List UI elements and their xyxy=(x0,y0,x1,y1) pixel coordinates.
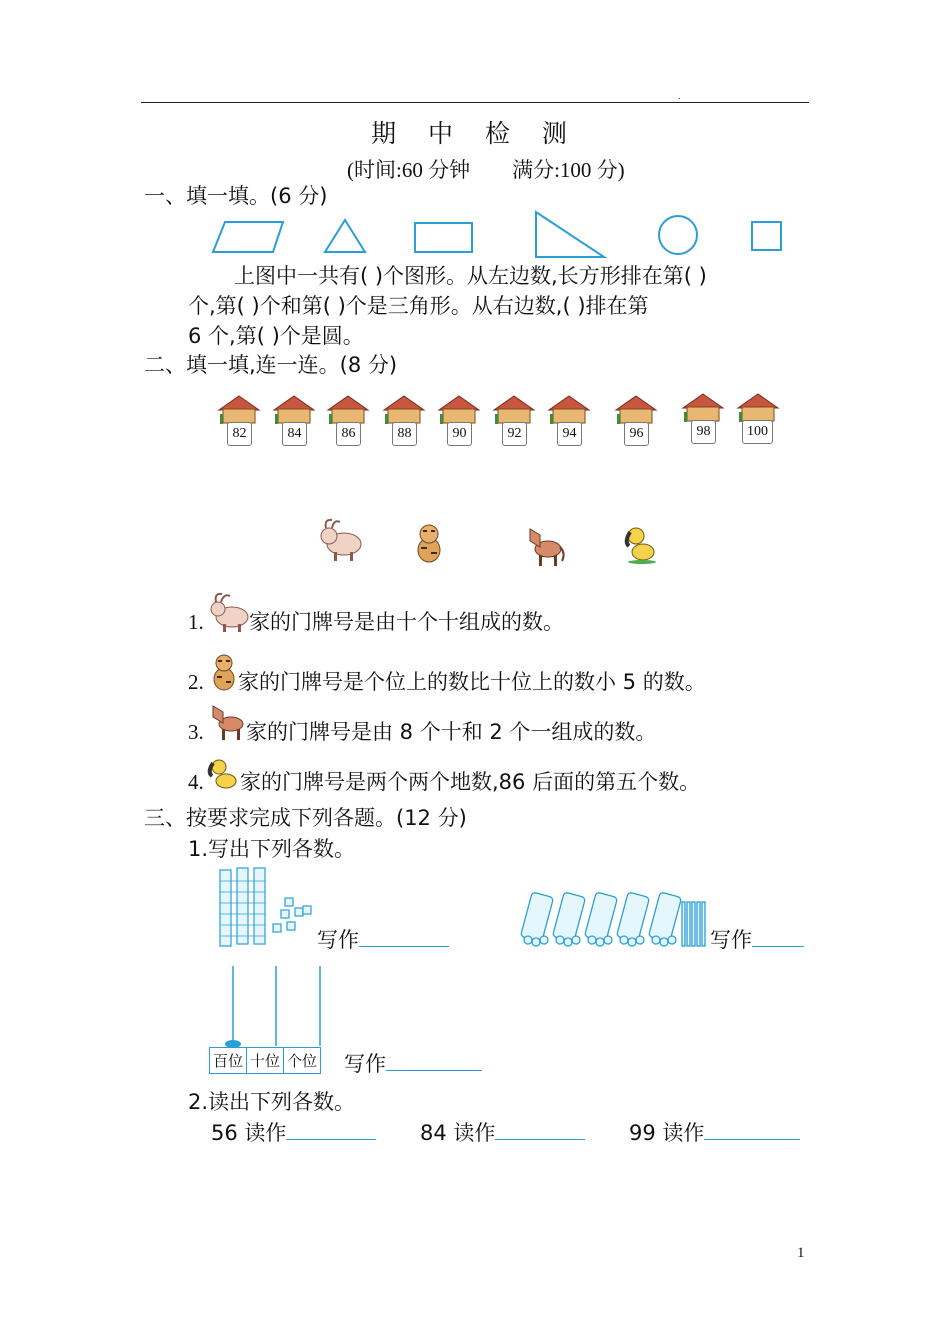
section1-line1: 上图中一共有( )个图形。从左边数,长方形排在第( ) xyxy=(234,264,707,288)
house-number: 90 xyxy=(447,422,472,446)
answer-blank-3[interactable] xyxy=(386,1052,482,1071)
q1-number: 1. xyxy=(188,610,204,634)
house-94 xyxy=(547,394,591,441)
section1-line2: 个,第( )个和第( )个是三角形。从右边数,( )排在第 xyxy=(188,294,649,318)
house-icon xyxy=(681,392,725,422)
q2-text: 家的门牌号是个位上的数比十位上的数小 5 的数。 xyxy=(238,670,706,694)
rectangle-shape xyxy=(415,223,472,252)
house-number: 82 xyxy=(227,422,252,446)
section1-heading: 一、填一填。(6 分) xyxy=(144,184,328,208)
house-icon xyxy=(217,394,261,424)
q3-text: 家的门牌号是由 8 个十和 2 个一组成的数。 xyxy=(246,720,657,744)
house-icon xyxy=(326,394,370,424)
house-96 xyxy=(614,394,658,441)
house-number: 92 xyxy=(502,422,527,446)
house-86 xyxy=(326,394,370,441)
dog-icon xyxy=(622,522,658,564)
write-answer-2 xyxy=(710,928,804,951)
read-label-2: 84 读作 xyxy=(420,1121,496,1145)
section2-heading: 二、填一填,连一连。(8 分) xyxy=(144,353,398,377)
read-answer-2 xyxy=(420,1121,585,1144)
tiger-icon xyxy=(413,523,445,563)
house-82 xyxy=(217,394,261,441)
house-icon xyxy=(547,394,591,424)
horse-inline-icon xyxy=(207,703,247,741)
goat-icon xyxy=(316,516,364,562)
house-number: 88 xyxy=(392,422,417,446)
section3-heading: 三、按要求完成下列各题。(12 分) xyxy=(144,806,467,830)
house-icon xyxy=(382,394,426,424)
house-number: 84 xyxy=(282,422,307,446)
dot-mark: . xyxy=(678,92,681,101)
q2-number: 2. xyxy=(188,670,204,694)
house-icon xyxy=(736,392,780,422)
circle-shape xyxy=(659,216,697,254)
answer-blank-2[interactable] xyxy=(752,928,804,947)
house-number: 96 xyxy=(624,422,649,446)
question-1 xyxy=(188,612,204,633)
write-answer-1 xyxy=(317,928,449,951)
q3-number: 3. xyxy=(188,720,204,744)
read-blank-3[interactable] xyxy=(704,1121,800,1140)
section3-sub1: 1.写出下列各数。 xyxy=(188,837,356,861)
page-number: 1 xyxy=(797,1245,805,1261)
page-title: 期 中 检 测 xyxy=(371,119,579,148)
triangle-shape xyxy=(325,220,365,252)
goat-inline-icon xyxy=(206,591,250,633)
tens-place: 十位 xyxy=(247,1048,284,1074)
read-label-3: 99 读作 xyxy=(629,1121,705,1145)
write-label-2: 写作 xyxy=(710,928,752,952)
section1-line3: 6 个,第( )个是圆。 xyxy=(188,324,364,348)
house-84 xyxy=(272,394,316,441)
house-icon xyxy=(614,394,658,424)
answer-blank-1[interactable] xyxy=(359,928,449,947)
base-ten-blocks-icon xyxy=(217,864,317,950)
read-answer-1 xyxy=(211,1121,376,1144)
exam-info xyxy=(347,154,667,184)
hundreds-place: 百位 xyxy=(210,1048,247,1074)
header-rule xyxy=(141,102,809,103)
square-shape xyxy=(752,222,781,250)
house-icon xyxy=(437,394,481,424)
house-icon xyxy=(272,394,316,424)
house-number: 94 xyxy=(557,422,582,446)
section3-sub2: 2.读出下列各数。 xyxy=(188,1090,356,1114)
house-88 xyxy=(382,394,426,441)
horse-icon xyxy=(522,525,566,567)
house-100 xyxy=(736,392,780,439)
parallelogram-shape xyxy=(213,222,283,252)
house-90 xyxy=(437,394,481,441)
right-triangle-shape xyxy=(536,212,604,257)
q4-text: 家的门牌号是两个两个地数,86 后面的第五个数。 xyxy=(240,770,701,794)
house-number: 86 xyxy=(336,422,361,446)
abacus-rods-icon xyxy=(209,964,349,1048)
read-answer-3 xyxy=(629,1121,800,1144)
stick-bundles-icon xyxy=(516,892,712,950)
time-limit: (时间:60 分钟 xyxy=(347,158,471,182)
write-answer-3 xyxy=(344,1052,482,1075)
q1-text: 家的门牌号是由十个十组成的数。 xyxy=(249,610,564,634)
house-98 xyxy=(681,392,725,439)
place-value-table xyxy=(209,1047,321,1074)
ones-place: 个位 xyxy=(284,1048,321,1074)
house-number: 98 xyxy=(691,420,716,444)
read-blank-1[interactable] xyxy=(286,1121,376,1140)
house-92 xyxy=(492,394,536,441)
house-icon xyxy=(492,394,536,424)
shapes-row xyxy=(205,210,805,260)
q4-number: 4. xyxy=(188,770,204,794)
house-number: 100 xyxy=(742,420,773,444)
write-label-3: 写作 xyxy=(344,1052,386,1076)
dog-inline-icon xyxy=(206,754,240,792)
read-blank-2[interactable] xyxy=(495,1121,585,1140)
read-label-1: 56 读作 xyxy=(211,1121,287,1145)
tiger-inline-icon xyxy=(210,653,238,691)
write-label-1: 写作 xyxy=(317,928,359,952)
full-score: 满分:100 分) xyxy=(512,158,625,182)
